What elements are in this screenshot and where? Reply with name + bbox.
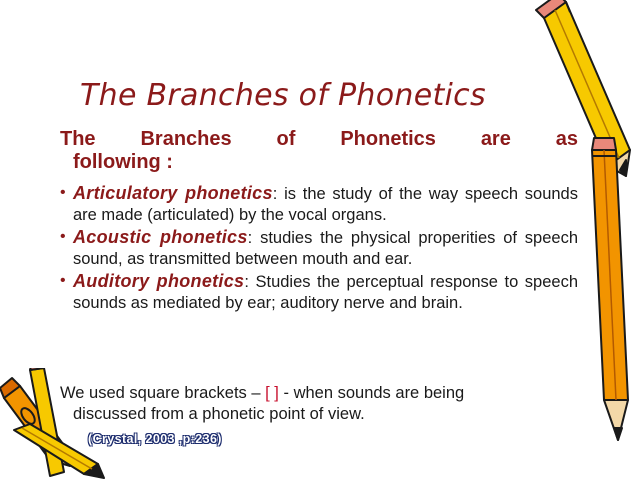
bullet-term: Auditory phonetics (73, 271, 245, 291)
bullet-item-articulatory (60, 183, 578, 225)
note-before: We used square brackets – (60, 384, 266, 402)
intro-word: The (60, 128, 96, 150)
crayons-art (0, 368, 105, 479)
intro-word: of (276, 128, 296, 150)
note-line-1 (60, 383, 578, 404)
bullet-icon: • (60, 272, 66, 289)
intro-text (60, 128, 578, 174)
intro-word: Branches (140, 128, 232, 150)
intro-word: as (555, 128, 578, 150)
pencils-art (530, 0, 638, 479)
note-text (60, 383, 578, 425)
bullet-term: Articulatory phonetics (73, 183, 273, 203)
bullet-text: : Studies the perceptual response to speech sounds as mediated by ear; auditory nerve and brain. (73, 273, 578, 312)
note-line-2: discussed from a phonetic point of view. (73, 405, 365, 423)
note-brackets: [ ] (265, 384, 279, 402)
intro-word: Phonetics (340, 128, 436, 150)
bullet-item-acoustic (60, 227, 578, 269)
bullet-icon: • (60, 228, 66, 245)
intro-line-1 (60, 128, 578, 151)
bullet-list (60, 183, 578, 315)
intro-line-2: following : (73, 151, 173, 173)
bullet-item-auditory (60, 271, 578, 313)
bullet-text: : is the study of the way speech sounds are made (articulated) by the vocal organs. (73, 185, 578, 224)
intro-word: are (480, 128, 511, 150)
slide-title: The Branches of Phonetics (80, 78, 486, 113)
bullet-icon: • (60, 184, 66, 201)
citation: (Crystal, 2003 ,p:236) (88, 432, 222, 446)
bullet-term: Acoustic phonetics (73, 227, 248, 247)
note-after: - when sounds are being (278, 384, 465, 402)
bullet-text: : studies the physical properities of speech sound, as transmitted between mouth and ear. (73, 229, 578, 268)
